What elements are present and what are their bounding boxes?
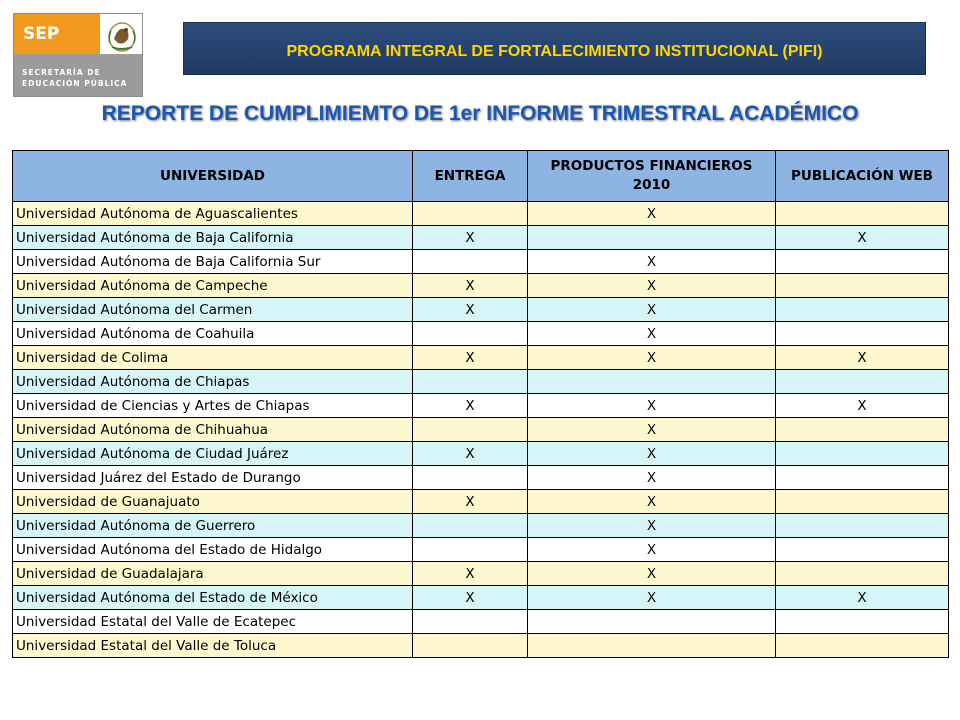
cell-productos-financieros: X <box>528 490 776 514</box>
program-banner <box>183 22 926 75</box>
cell-publicacion-web <box>776 634 949 658</box>
table-row <box>13 538 949 562</box>
table-row <box>13 514 949 538</box>
cell-productos-financieros: X <box>528 466 776 490</box>
compliance-table <box>12 150 949 658</box>
cell-publicacion-web <box>776 442 949 466</box>
table-row <box>13 634 949 658</box>
cell-publicacion-web <box>776 418 949 442</box>
cell-productos-financieros <box>528 226 776 250</box>
cell-entrega <box>413 202 528 226</box>
cell-productos-financieros: X <box>528 250 776 274</box>
cell-universidad: Universidad Juárez del Estado de Durango <box>13 466 413 490</box>
cell-universidad: Universidad Autónoma de Guerrero <box>13 514 413 538</box>
cell-publicacion-web <box>776 490 949 514</box>
table-row <box>13 610 949 634</box>
sep-logo-line1: SECRETARÍA DE <box>22 68 101 77</box>
cell-entrega <box>413 514 528 538</box>
cell-entrega <box>413 322 528 346</box>
header-publicacion-web: PUBLICACIÓN WEB <box>776 151 949 202</box>
cell-publicacion-web <box>776 514 949 538</box>
table-row <box>13 562 949 586</box>
table-row <box>13 298 949 322</box>
cell-entrega: X <box>413 274 528 298</box>
sep-logo-line2: EDUCACIÓN PÚBLICA <box>22 79 128 88</box>
mexican-eagle-icon <box>104 17 140 55</box>
cell-universidad: Universidad Autónoma de Campeche <box>13 274 413 298</box>
cell-publicacion-web <box>776 562 949 586</box>
cell-productos-financieros: X <box>528 586 776 610</box>
cell-publicacion-web <box>776 610 949 634</box>
cell-universidad: Universidad Autónoma de Baja California Sur <box>13 250 413 274</box>
cell-entrega <box>413 538 528 562</box>
cell-publicacion-web: X <box>776 586 949 610</box>
cell-productos-financieros: X <box>528 298 776 322</box>
cell-entrega: X <box>413 442 528 466</box>
cell-publicacion-web: X <box>776 226 949 250</box>
cell-publicacion-web <box>776 322 949 346</box>
table-row <box>13 442 949 466</box>
cell-productos-financieros <box>528 370 776 394</box>
cell-entrega: X <box>413 346 528 370</box>
cell-universidad: Universidad Autónoma de Chihuahua <box>13 418 413 442</box>
table-row <box>13 274 949 298</box>
cell-productos-financieros: X <box>528 514 776 538</box>
table-row <box>13 202 949 226</box>
cell-entrega: X <box>413 586 528 610</box>
cell-productos-financieros: X <box>528 274 776 298</box>
cell-productos-financieros: X <box>528 346 776 370</box>
cell-publicacion-web: X <box>776 346 949 370</box>
cell-universidad: Universidad Autónoma de Chiapas <box>13 370 413 394</box>
cell-universidad: Universidad Estatal del Valle de Ecatepec <box>13 610 413 634</box>
cell-universidad: Universidad de Guanajuato <box>13 490 413 514</box>
table-row <box>13 226 949 250</box>
cell-entrega: X <box>413 394 528 418</box>
cell-publicacion-web <box>776 538 949 562</box>
table-row <box>13 370 949 394</box>
cell-universidad: Universidad Autónoma de Baja California <box>13 226 413 250</box>
table-header-row <box>13 151 949 202</box>
cell-entrega <box>413 370 528 394</box>
cell-publicacion-web <box>776 370 949 394</box>
cell-publicacion-web <box>776 466 949 490</box>
cell-universidad: Universidad de Guadalajara <box>13 562 413 586</box>
cell-publicacion-web <box>776 298 949 322</box>
header-productos-financieros: PRODUCTOS FINANCIEROS 2010 <box>528 151 776 202</box>
cell-publicacion-web <box>776 274 949 298</box>
cell-entrega: X <box>413 490 528 514</box>
cell-universidad: Universidad Estatal del Valle de Toluca <box>13 634 413 658</box>
cell-entrega: X <box>413 226 528 250</box>
cell-productos-financieros: X <box>528 418 776 442</box>
cell-entrega: X <box>413 562 528 586</box>
cell-entrega <box>413 634 528 658</box>
table-row <box>13 418 949 442</box>
cell-entrega <box>413 466 528 490</box>
report-title: REPORTE DE CUMPLIMIEMTO DE 1er INFORME TRIMESTRAL ACADÉMICO <box>101 102 859 125</box>
header-entrega: ENTREGA <box>413 151 528 202</box>
table-row <box>13 490 949 514</box>
cell-universidad: Universidad Autónoma del Estado de México <box>13 586 413 610</box>
table-row <box>13 394 949 418</box>
cell-universidad: Universidad Autónoma de Coahuila <box>13 322 413 346</box>
cell-productos-financieros: X <box>528 562 776 586</box>
cell-productos-financieros: X <box>528 394 776 418</box>
cell-universidad: Universidad Autónoma del Carmen <box>13 298 413 322</box>
cell-universidad: Universidad Autónoma del Estado de Hidalgo <box>13 538 413 562</box>
sep-logo <box>13 13 143 97</box>
cell-productos-financieros: X <box>528 322 776 346</box>
cell-universidad: Universidad Autónoma de Ciudad Juárez <box>13 442 413 466</box>
table-body <box>13 202 949 658</box>
cell-entrega <box>413 610 528 634</box>
cell-productos-financieros <box>528 634 776 658</box>
header-universidad: UNIVERSIDAD <box>13 151 413 202</box>
cell-publicacion-web: X <box>776 394 949 418</box>
cell-productos-financieros: X <box>528 538 776 562</box>
cell-universidad: Universidad de Colima <box>13 346 413 370</box>
cell-universidad: Universidad de Ciencias y Artes de Chiapas <box>13 394 413 418</box>
table-row <box>13 346 949 370</box>
cell-entrega <box>413 250 528 274</box>
cell-entrega <box>413 418 528 442</box>
cell-productos-financieros: X <box>528 202 776 226</box>
sep-logo-brand: SEP <box>14 14 100 54</box>
cell-productos-financieros: X <box>528 442 776 466</box>
cell-productos-financieros <box>528 610 776 634</box>
cell-publicacion-web <box>776 250 949 274</box>
table-row <box>13 322 949 346</box>
cell-publicacion-web <box>776 202 949 226</box>
cell-entrega: X <box>413 298 528 322</box>
table-row <box>13 466 949 490</box>
table-row <box>13 250 949 274</box>
table-row <box>13 586 949 610</box>
program-banner-text: PROGRAMA INTEGRAL DE FORTALECIMIENTO INSTITUCIONAL (PIFI) <box>286 42 823 60</box>
cell-universidad: Universidad Autónoma de Aguascalientes <box>13 202 413 226</box>
